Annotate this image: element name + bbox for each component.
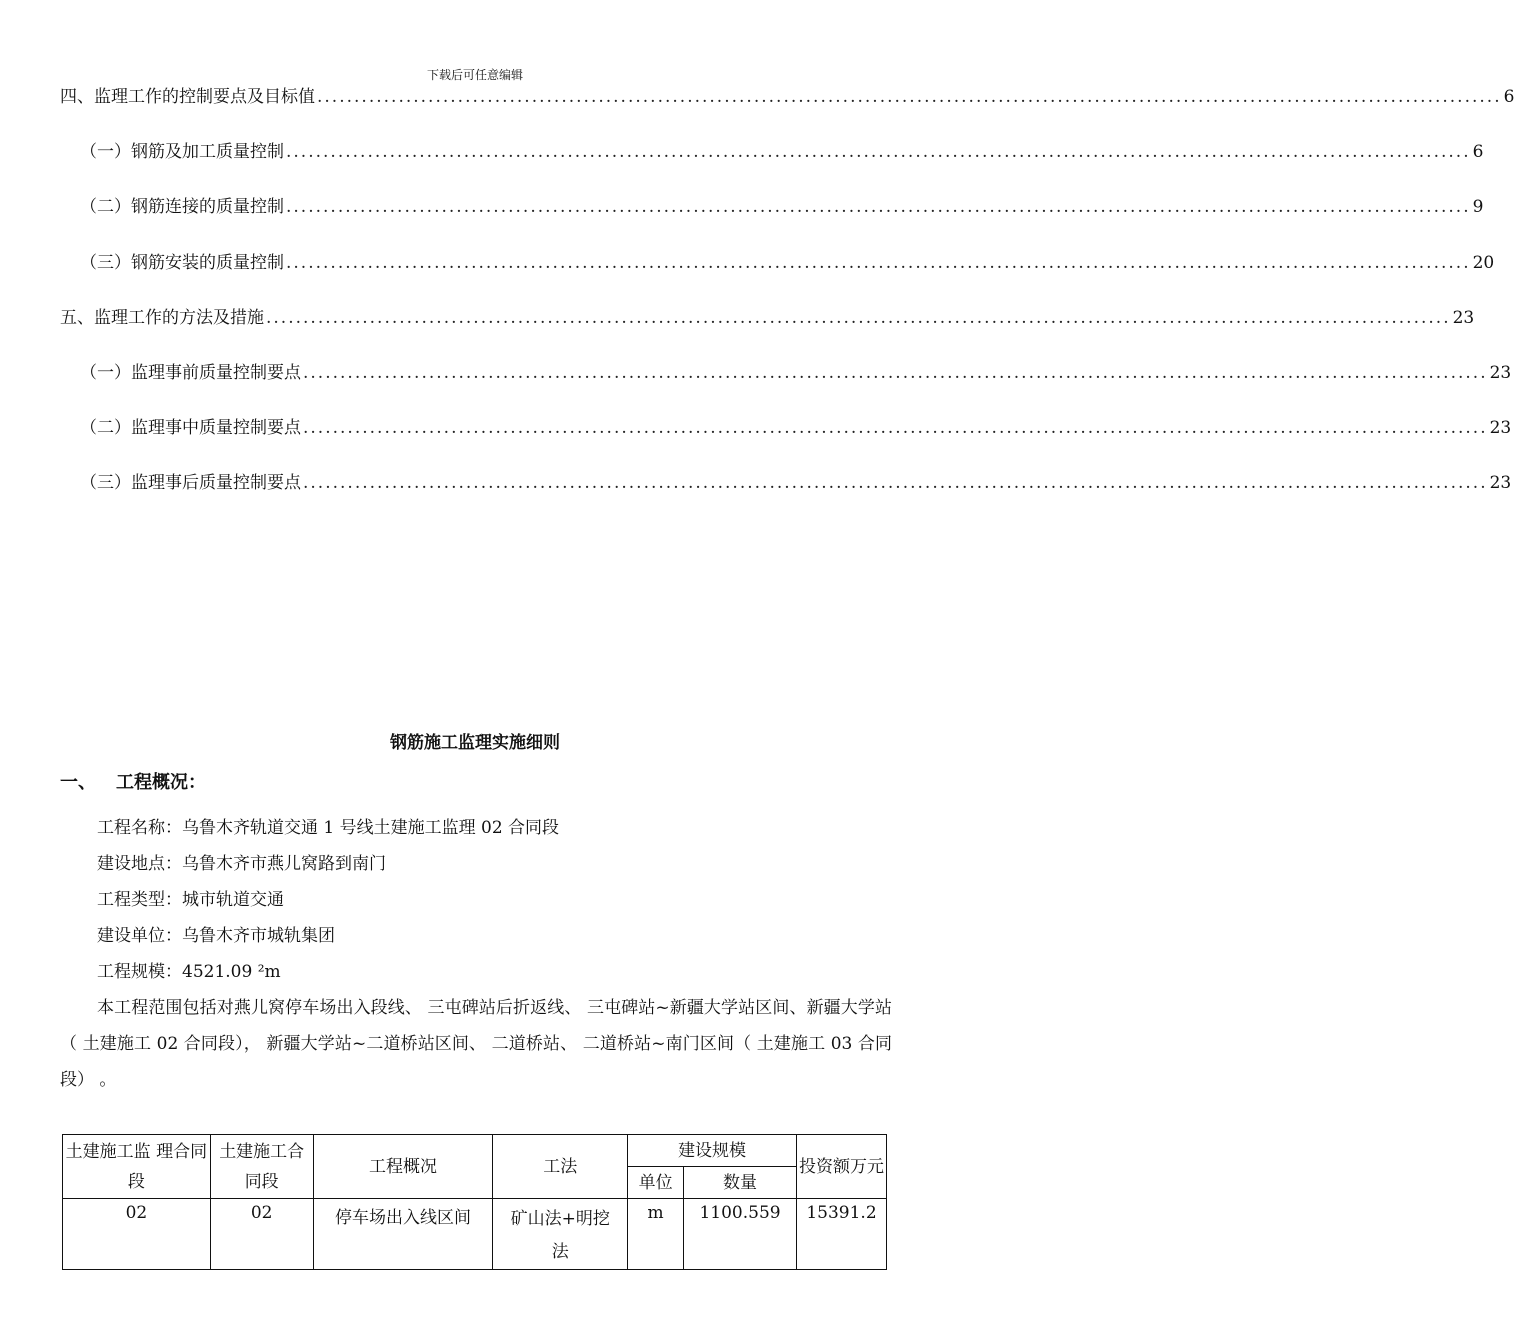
- toc-entry[interactable]: [60, 82, 1514, 137]
- header-unit: 单位: [628, 1167, 684, 1199]
- toc-leader: ................................................................................................................................................................: [303, 473, 1488, 494]
- toc-entry[interactable]: [60, 468, 1512, 523]
- cell-construction-contract: 02: [210, 1199, 313, 1270]
- project-owner-line: 建设单位：乌鲁木齐市城轨集团: [97, 926, 335, 946]
- toc-leader: ................................................................................................................................................................: [266, 307, 1451, 328]
- cell-unit: m: [628, 1199, 684, 1270]
- page-header: 下载后可任意编辑: [426, 68, 523, 82]
- toc-title: 监理事后质量控制要点: [131, 473, 301, 494]
- cell-overview: 停车场出入线区间: [313, 1199, 493, 1270]
- toc-leader: ................................................................................................................................................................: [286, 197, 1471, 218]
- project-location-line: 建设地点：乌鲁木齐市燕儿窝路到南门: [97, 854, 386, 874]
- toc-entry[interactable]: [60, 303, 1475, 358]
- section-number: 一、: [60, 772, 96, 793]
- toc-entry[interactable]: [60, 248, 1495, 303]
- toc-page-number: 6: [1472, 142, 1484, 163]
- toc-title: 监理工作的控制要点及目标值: [94, 87, 315, 107]
- table-row: [63, 1199, 887, 1270]
- header-investment: 投资额万元: [797, 1135, 887, 1199]
- scope-paragraph: 本工程范围包括对燕儿窝停车场出入段线、 三屯碑站后折返线、 三屯碑站~新疆大学站区间、新疆大学站（ 土建施工 02 合同段）， 新疆大学站~二道桥站区间、 二道桥站、 二道桥站~南门区间（ 土建施工 03 合同段） 。: [60, 998, 892, 1090]
- cell-quantity: 1100.559: [684, 1199, 797, 1270]
- toc-leader: ................................................................................................................................................................: [303, 362, 1488, 383]
- project-scale-line: 工程规模：4521.09 ²m: [97, 962, 281, 982]
- toc-page-number: 23: [1452, 307, 1475, 328]
- toc-number: （一）: [80, 362, 131, 383]
- toc-page-number: 20: [1472, 252, 1495, 273]
- toc-page-number: 23: [1489, 473, 1512, 494]
- toc-title: 钢筋连接的质量控制: [131, 197, 284, 218]
- cell-supervision-contract: 02: [63, 1199, 211, 1270]
- document-title: 钢筋施工监理实施细则: [390, 733, 560, 753]
- toc-title: 监理事中质量控制要点: [131, 418, 301, 439]
- project-name-line: 工程名称：乌鲁木齐轨道交通 1 号线土建施工监理 02 合同段: [97, 818, 560, 838]
- toc-number: （二）: [80, 197, 131, 218]
- toc-leader: ................................................................................................................................................................: [286, 252, 1471, 273]
- cell-investment: 15391.2: [797, 1199, 887, 1270]
- toc-number: 四、: [60, 87, 94, 107]
- toc-entry[interactable]: [60, 192, 1484, 247]
- toc-title: 钢筋安装的质量控制: [131, 252, 284, 273]
- toc-number: （二）: [80, 418, 131, 439]
- toc-entry[interactable]: [60, 137, 1484, 192]
- toc-entry[interactable]: [60, 358, 1512, 413]
- toc-number: （一）: [80, 142, 131, 163]
- toc-leader: ................................................................................................................................................................: [286, 142, 1471, 163]
- header-supervision-contract: 土建施工监 理合同段: [63, 1135, 211, 1199]
- toc-page-number: 9: [1472, 197, 1484, 218]
- toc-number: （三）: [80, 252, 131, 273]
- header-construction-contract: 土建施工合同段: [210, 1135, 313, 1199]
- cell-method: 矿山法+明挖法: [493, 1199, 628, 1270]
- table-of-contents: [60, 82, 1514, 524]
- toc-leader: ................................................................................................................................................................: [303, 418, 1488, 439]
- toc-page-number: 23: [1489, 362, 1512, 383]
- toc-page-number: 23: [1489, 418, 1512, 439]
- toc-leader: ................................................................................................................................................................: [317, 87, 1502, 107]
- toc-entry[interactable]: [60, 413, 1512, 468]
- project-type-line: 工程类型：城市轨道交通: [97, 890, 284, 910]
- toc-title: 钢筋及加工质量控制: [131, 142, 284, 163]
- header-quantity: 数量: [684, 1167, 797, 1199]
- toc-number: （三）: [80, 473, 131, 494]
- toc-number: 五、: [60, 307, 94, 328]
- project-table: [62, 1134, 887, 1270]
- header-scale: 建设规模: [628, 1135, 797, 1167]
- header-overview: 工程概况: [313, 1135, 493, 1199]
- toc-title: 监理工作的方法及措施: [94, 307, 264, 328]
- section-title: 工程概况：: [116, 772, 206, 793]
- section-heading: [60, 768, 206, 794]
- header-method: 工法: [493, 1135, 628, 1199]
- toc-page-number: 6: [1503, 87, 1514, 107]
- toc-title: 监理事前质量控制要点: [131, 362, 301, 383]
